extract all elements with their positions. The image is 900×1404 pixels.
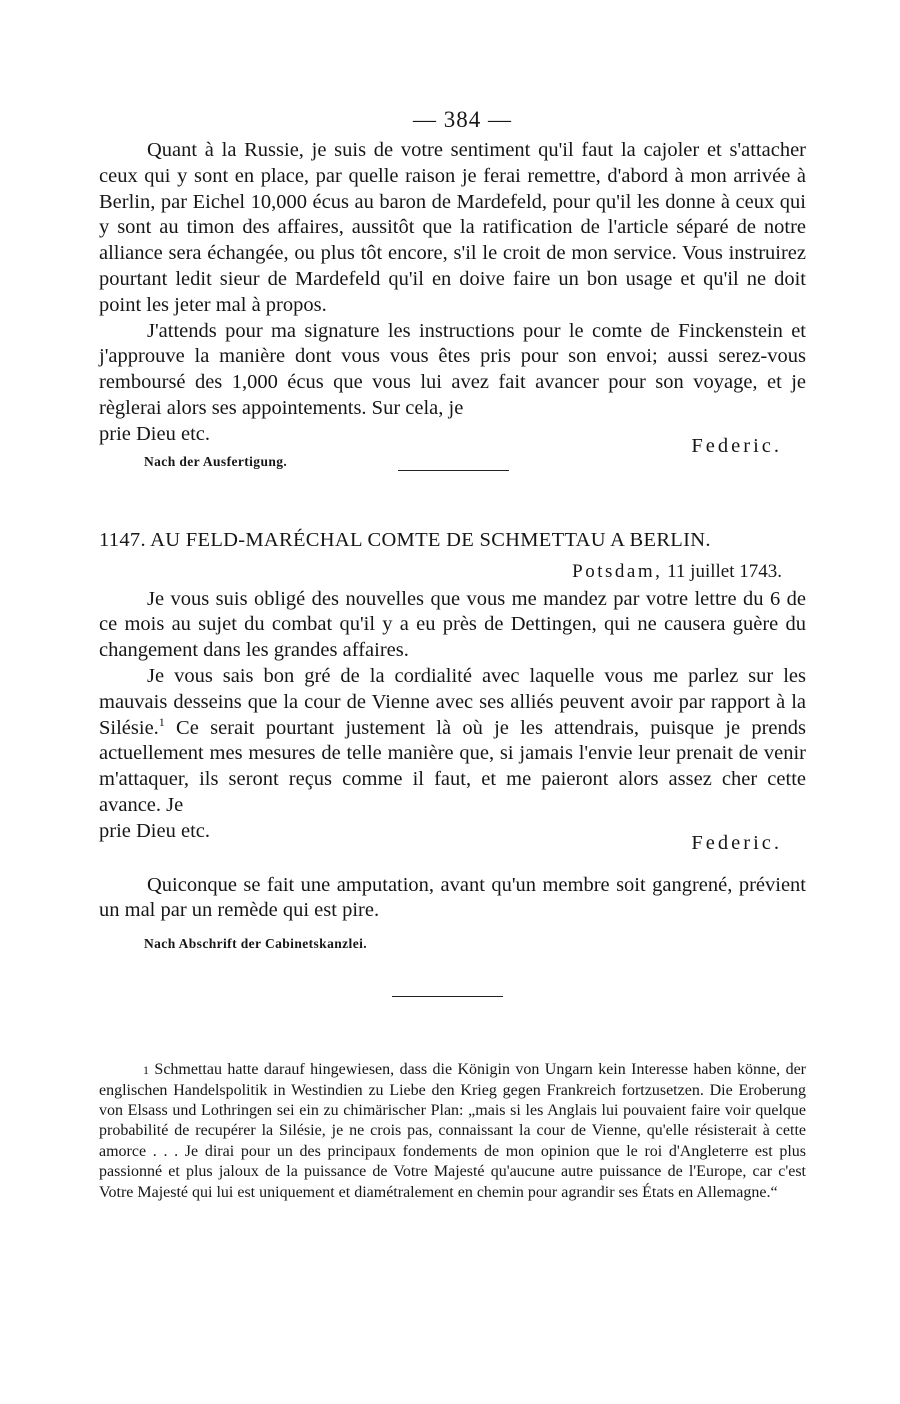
letter1-paragraph-1: Quant à la Russie, je suis de votre sentiment qu'il faut la cajoler et s'attacher ceux qui y sont en place, par quelle raison je ferai remettre, d'abord à mon arrivée à Berlin, par Eichel 10,000 écus au baron de Mardefeld, pour qu'il les donne à ceux qui y sont au timon des affaires, aussitôt que la ratification de l'article séparé de notre alliance sera échangée, ou plus tôt encore, s'il le croit de mon service. Vous instruirez pourtant ledit sieur de Mardefeld qu'il en doive faire un bon usage et qu'il ne doit point les jeter mal à propos. xyxy=(99,139,806,316)
letter1-signoff xyxy=(99,422,806,457)
letter2-postscript: Quiconque se fait une amputation, avant qu'un membre soit gangrené, prévient un mal par un remède qui est pire. xyxy=(99,873,806,922)
letter2-heading: 1147. AU FELD-MARÉCHAL COMTE DE SCHMETTAU A BERLIN. xyxy=(99,528,711,551)
letter2-paragraph-2 xyxy=(99,664,806,819)
letter2-signoff xyxy=(99,819,806,854)
letter2-source-note: Nach Abschrift der Cabinetskanzlei. xyxy=(144,936,368,952)
footnote-text: Schmettau hatte darauf hingewiesen, dass die Königin von Ungarn kein Interesse haben könne, der englischen Handelspolitik in Westindien zu Liebe den Krieg gegen Frankreich fortzusetzen. Die Eroberung von Elsass und Lothringen sei ein zu chimärischer Plan: „mais si les Anglais lui pouvaient faire voir quelque probabilité de recupérer la Silésie, je ne crois pas, connaissant la cour de Vienne, qu'elle résisterait à cette amorce . . . Je dirai pour un des principaux fondements de mon opinion que le roi d'Angleterre est plus passionné et plus jaloux de la puissance de Votre Majesté qu'aucune autre puissance de l'Europe, car c'est Votre Majesté qui lui est uniquement et diamétralement en chemin pour agrandir ses États en Allemagne.“ xyxy=(99,1061,807,1201)
letter2-signature: Federic. xyxy=(691,831,782,854)
letter1-signature: Federic. xyxy=(691,434,782,457)
letter2-date: 11 juillet 1743. xyxy=(667,560,782,582)
page-number: — 384 — xyxy=(413,107,512,132)
letter2-paragraph-2-part-b: Ce serait pourtant justement là où je les attendrais, puisque je prends actuellement mes mesures de telle manière que, si jamais l'envie leur prenait de venir m'attaquer, ils seront reçus comme il faut, et me paieront alors assez cher cette avance. Je xyxy=(99,716,806,816)
section-divider-2 xyxy=(392,996,503,997)
book-page xyxy=(99,108,806,1203)
footnote-mark: 1 xyxy=(143,1063,149,1078)
letter2-paragraph-1: Je vous suis obligé des nouvelles que vous me mandez par votre lettre du 6 de ce mois au sujet du combat qu'il y a eu près de Dettingen, qui ne causera guère du changement dans les grandes affaires. xyxy=(99,587,806,662)
letter1-source-note: Nach der Ausfertigung. xyxy=(144,453,288,469)
footnote xyxy=(99,1060,806,1203)
letter2-dateline xyxy=(99,560,806,584)
letter2-date-place: Potsdam, xyxy=(572,560,663,582)
footnote-reference: 1 xyxy=(158,714,165,729)
letter2-paragraph-2-part-a: Je vous sais bon gré de la cordialité avec laquelle vous me parlez sur les mauvais desseins que la cour de Vienne avec ses alliés peuvent avoir par rapport à la Silésie. xyxy=(99,664,806,739)
section-divider xyxy=(398,470,509,471)
letter1-paragraph-2: J'attends pour ma signature les instructions pour le comte de Finckenstein et j'approuve la manière dont vous vous êtes pris pour son envoi; aussi serez-vous remboursé des 1,000 écus que vous lui avez fait avancer pour son voyage, et je règlerai alors ses appointements. Sur cela, je xyxy=(99,319,806,419)
letter1-closing: prie Dieu etc. xyxy=(99,422,210,445)
letter2-closing: prie Dieu etc. xyxy=(99,819,210,842)
